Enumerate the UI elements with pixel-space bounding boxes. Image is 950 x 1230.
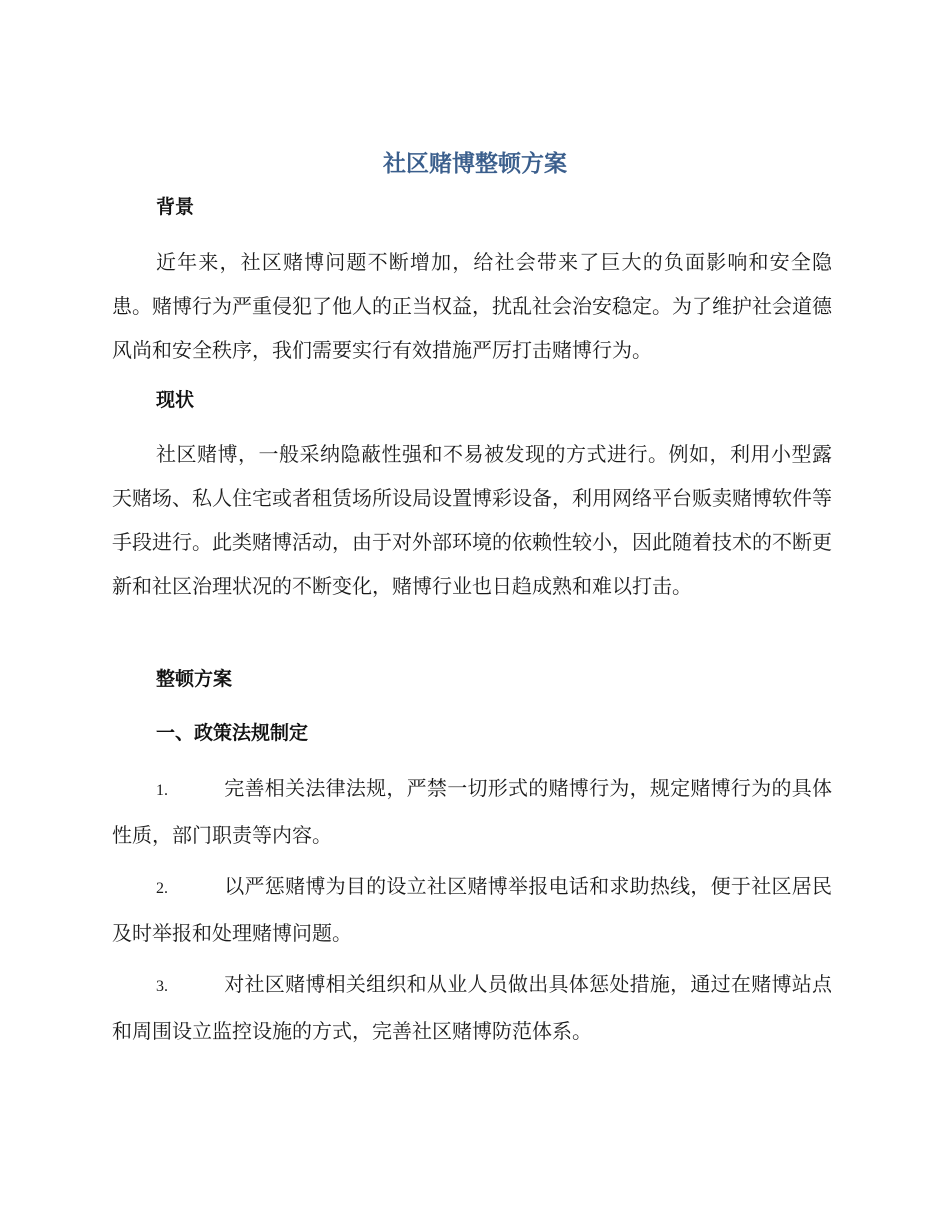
list-item-number: 1. xyxy=(156,782,168,799)
list-item-text: 以严惩赌博为目的设立社区赌博举报电话和求助热线，便于社区居民及时举报和处理赌博问题。 xyxy=(112,874,832,945)
section-heading-status: 现状 xyxy=(156,389,195,411)
list-item xyxy=(112,864,832,955)
section-heading-background: 背景 xyxy=(156,196,195,218)
list-item xyxy=(112,766,832,857)
status-paragraph: 社区赌博，一般采纳隐蔽性强和不易被发现的方式进行。例如，利用小型露天赌场、私人住宅或者租赁场所设局设置博彩设备，利用网络平台贩卖赌博软件等手段进行。此类赌博活动，由于对外部环境的依赖性较小，因此随着技术的不断更新和社区治理状况的不断变化，赌博行业也日趋成熟和难以打击。 xyxy=(112,442,832,598)
background-paragraph: 近年来，社区赌博问题不断增加，给社会带来了巨大的负面影响和安全隐患。赌博行为严重侵犯了他人的正当权益，扰乱社会治安稳定。为了维护社会道德风尚和安全秩序，我们需要实行有效措施严厉打击赌博行为。 xyxy=(112,250,832,362)
subsection-heading-policy: 一、政策法规制定 xyxy=(156,722,309,744)
section-heading-plan: 整顿方案 xyxy=(156,668,233,690)
list-item-text: 对社区赌博相关组织和从业人员做出具体惩处措施，通过在赌博站点和周围设立监控设施的方式，完善社区赌博防范体系。 xyxy=(112,972,832,1043)
list-item-number: 2. xyxy=(156,880,168,897)
list-item-text: 完善相关法律法规，严禁一切形式的赌博行为，规定赌博行为的具体性质，部门职责等内容。 xyxy=(112,776,832,847)
list-item xyxy=(112,962,832,1053)
document-title: 社区赌博整顿方案 xyxy=(383,151,567,177)
list-item-number: 3. xyxy=(156,978,168,995)
